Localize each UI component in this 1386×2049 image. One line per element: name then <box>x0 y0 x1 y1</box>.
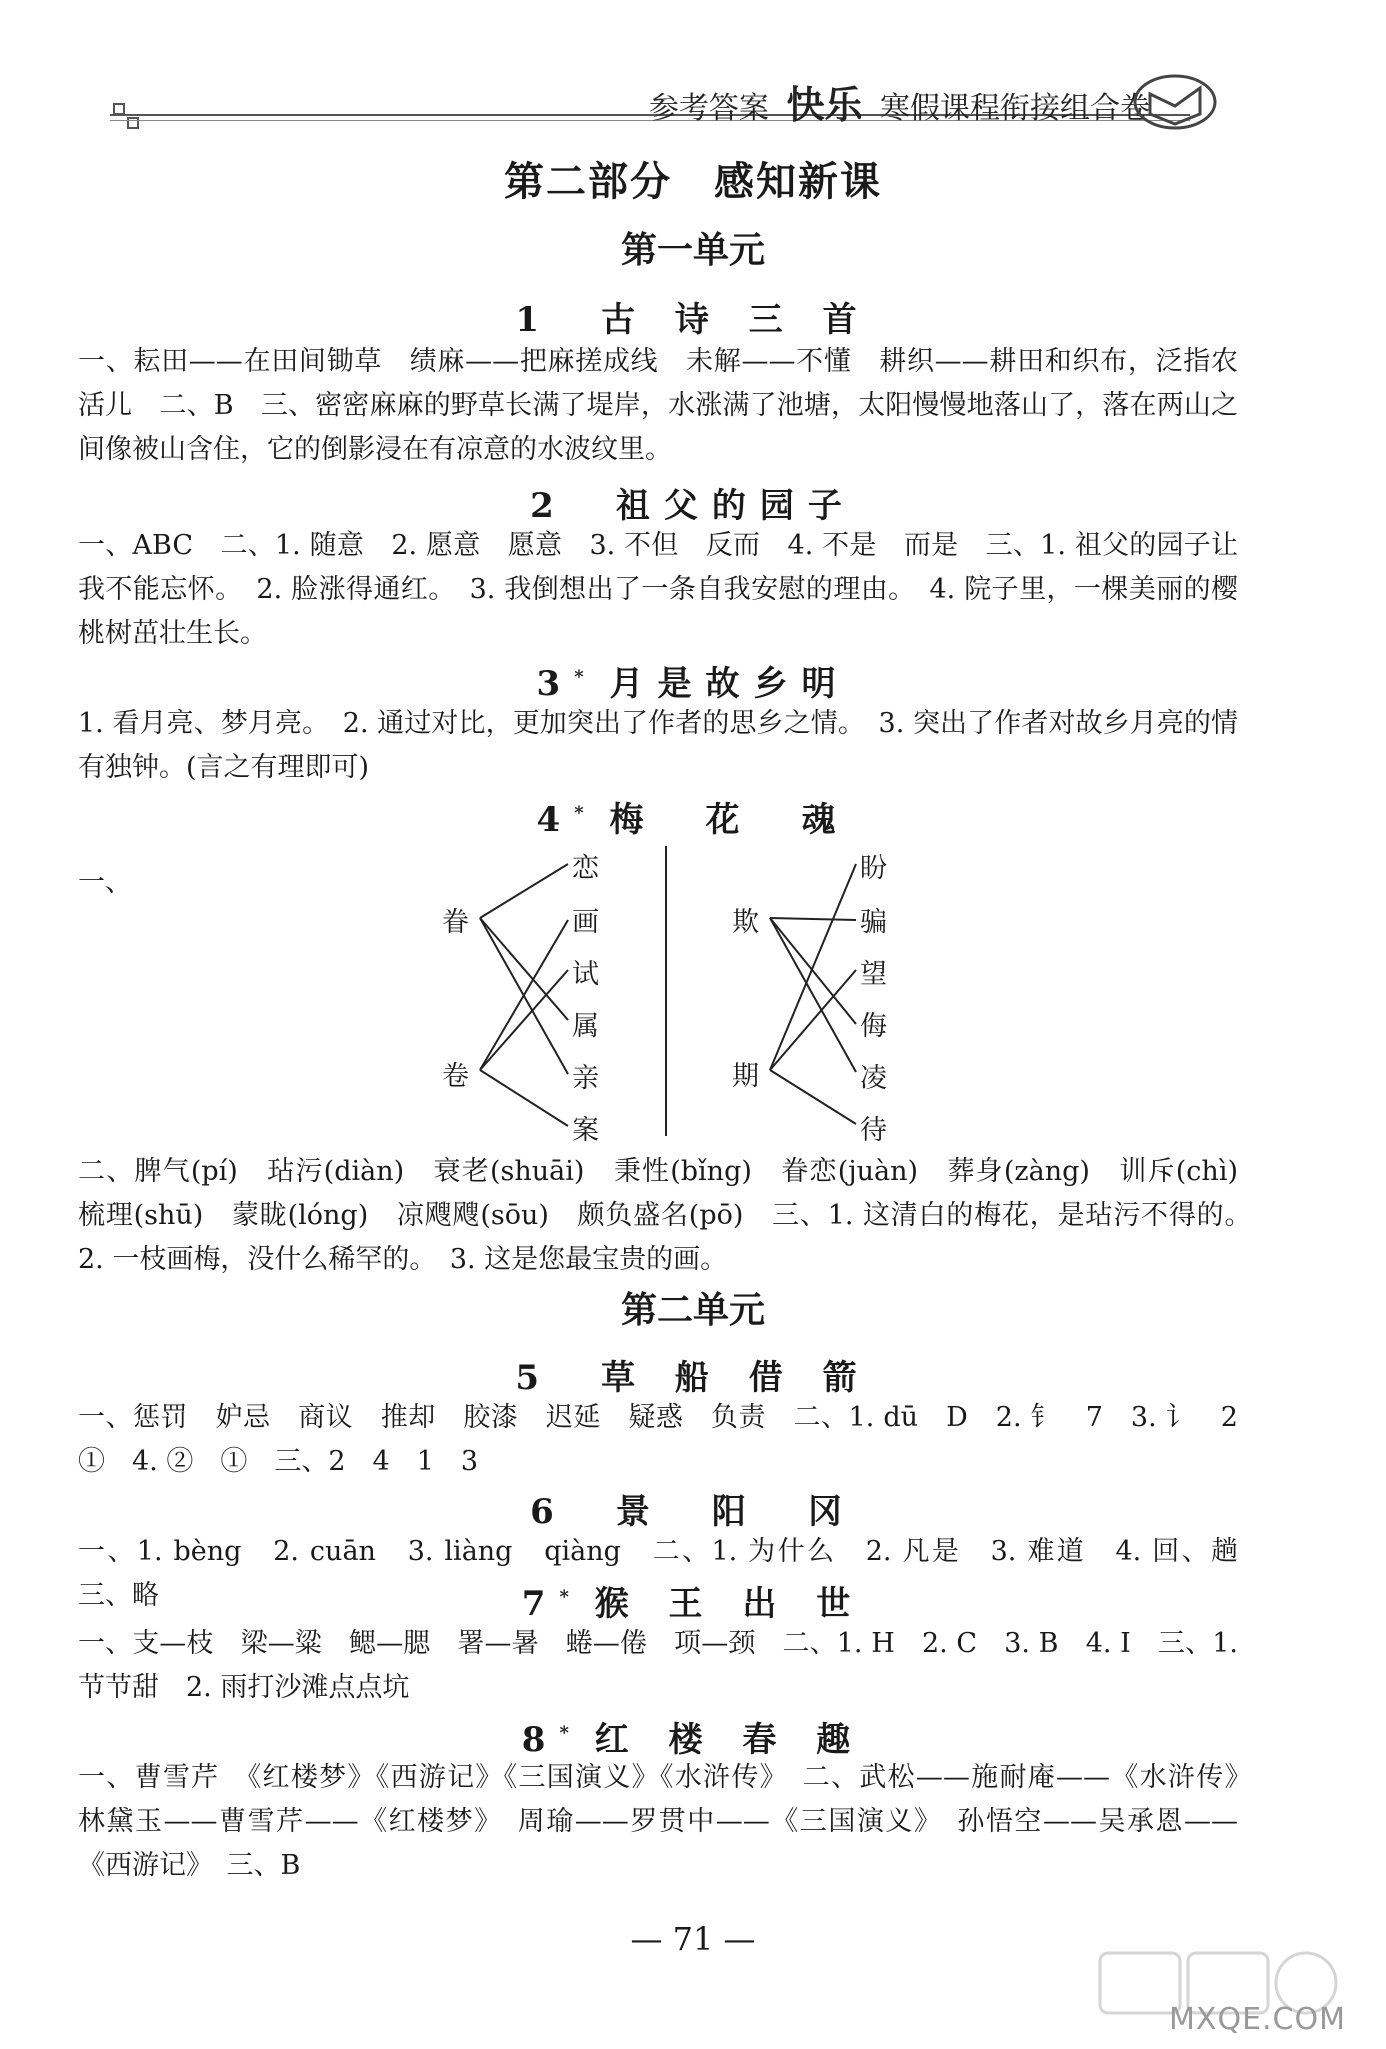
star-mark: * <box>559 1586 569 1608</box>
book-logo-icon <box>1130 64 1220 134</box>
watermark-text: MXQE.COM <box>1169 2002 1346 2037</box>
brand-name: 快乐 <box>786 83 863 127</box>
lesson-name: 月是故乡明 <box>609 664 850 704</box>
matching-lines <box>78 840 1238 1140</box>
match-line <box>480 864 568 918</box>
target-word: 待 <box>860 1115 887 1146</box>
lesson-title-4 <box>0 792 1386 841</box>
match-line <box>480 1070 568 1126</box>
lesson-title-5: 5 草 船 借 箭 <box>515 1358 871 1398</box>
target-word: 望 <box>860 959 887 990</box>
lesson-title-1: 1 古 诗 三 首 <box>515 300 871 340</box>
lesson-answer-2: 一、ABC 二、1. 随意 2. 愿意 愿意 3. 不但 反而 4. 不是 而是 三、1. 祖父的园子让我不能忘怀。 2. 脸涨得通红。 3. 我倒想出了一条自我安慰的理由。 4. 院子里，一棵美丽的樱桃树茁壮生长。 <box>78 530 1238 649</box>
lesson-number: 4 <box>536 800 575 840</box>
match-line <box>770 1070 856 1124</box>
lesson-title-6: 6 景 阳 冈 <box>530 1492 856 1532</box>
match-line <box>480 970 568 1070</box>
lesson-number: 7 <box>521 1584 560 1624</box>
series-name: 寒假课程衔接组合卷 <box>880 91 1150 126</box>
star-mark: * <box>574 666 584 688</box>
lesson-title-8 <box>0 1712 1386 1761</box>
lesson-answer-1: 一、耘田——在田间锄草 绩麻——把麻搓成线 未解——不懂 耕织——耕田和织布，泛指农活儿 二、B 三、密密麻麻的野草长满了堤岸，水涨满了池塘，太阳慢慢地落山了，落在两山之间像被山含住，它的倒影浸在有凉意的水波纹里。 <box>78 346 1238 465</box>
lesson-answer-7: 一、支—枝 梁—粱 鳃—腮 署—暑 蜷—倦 项—颈 二、1. H 2. C 3. B 4. I 三、1. 节节甜 2. 雨打沙滩点点坑 <box>78 1628 1238 1703</box>
lesson-name: 梅 花 魂 <box>609 800 850 840</box>
target-word: 凌 <box>860 1063 887 1094</box>
source-word: 期 <box>732 1061 759 1092</box>
lesson-answer-3: 1. 看月亮、梦月亮。 2. 通过对比，更加突出了作者的思乡之情。 3. 突出了作者对故乡月亮的情有独钟。(言之有理即可) <box>78 708 1238 783</box>
lesson-number: 3 <box>536 664 575 704</box>
lesson-title-2: 2 祖父的园子 <box>530 486 856 526</box>
lesson-title-7 <box>0 1576 1386 1625</box>
target-word: 盼 <box>860 853 887 884</box>
target-word: 亲 <box>572 1063 599 1094</box>
lesson-answer-5: 一、惩罚 妒忌 商议 推却 胶漆 迟延 疑惑 负责 二、1. dū D 2. 钅 7 3. 讠 2 ① 4. ② ① 三、2 4 1 3 <box>78 1402 1265 1477</box>
target-word: 恋 <box>572 853 599 884</box>
part-title: 第二部分 感知新课 <box>504 159 882 205</box>
source-word: 欺 <box>732 907 759 938</box>
lesson-answer-4: 二、脾气(pí) 玷污(diàn) 衰老(shuāi) 秉性(bǐng) 眷恋(juàn) 葬身(zàng) 训斥(chì) 梳理(shū) 蒙眬(lóng) 凉飕飕(sōu) 颇负盛名(pō) 三、1. 这清白的梅花，是玷污不得的。 2. 一枝画梅，没什么稀罕的。 3. 这是您最宝贵的画。 <box>78 1156 1265 1275</box>
lesson-number: 8 <box>521 1720 560 1760</box>
unit-title-2: 第二单元 <box>620 1290 765 1331</box>
match-line <box>770 918 856 1024</box>
target-word: 试 <box>572 959 599 990</box>
match-line <box>770 970 856 1070</box>
matching-label: 一、 <box>78 867 132 898</box>
star-mark: * <box>559 1722 569 1744</box>
lesson-name: 猴 王 出 世 <box>594 1584 865 1624</box>
header-ornament-icon <box>112 98 152 138</box>
page-header <box>110 70 1260 130</box>
header-title <box>649 74 1150 129</box>
matching-exercise <box>78 840 1238 1146</box>
star-mark: * <box>574 802 584 824</box>
unit-title-1: 第一单元 <box>620 230 765 271</box>
lesson-answer-6: 一、1. bèng 2. cuān 3. liàng qiàng 二、1. 为什么 2. 凡是 3. 难道 4. 回、趟 三、略 <box>78 1536 1265 1611</box>
target-word: 画 <box>572 907 599 938</box>
answer-label: 参考答案 <box>648 91 769 126</box>
match-line <box>770 918 856 920</box>
match-line <box>480 918 568 1020</box>
match-line <box>770 864 856 1070</box>
lesson-name: 红 楼 春 趣 <box>594 1720 865 1760</box>
lesson-title-3 <box>0 656 1386 705</box>
source-word: 卷 <box>442 1061 469 1092</box>
target-word: 案 <box>572 1115 599 1146</box>
match-line <box>770 918 856 1072</box>
target-word: 骗 <box>860 907 887 938</box>
target-word: 属 <box>572 1011 599 1042</box>
page-number: — 71 — <box>630 1920 756 1958</box>
lesson-answer-8: 一、曹雪芹 《红楼梦》《西游记》《三国演义》《水浒传》 二、武松——施耐庵——《水浒传》 林黛玉——曹雪芹——《红楼梦》 周瑜——罗贯中——《三国演义》 孙悟空——吴承恩——《西游记》 三、B <box>78 1762 1265 1881</box>
target-word: 侮 <box>860 1011 887 1042</box>
source-word: 眷 <box>442 907 469 938</box>
